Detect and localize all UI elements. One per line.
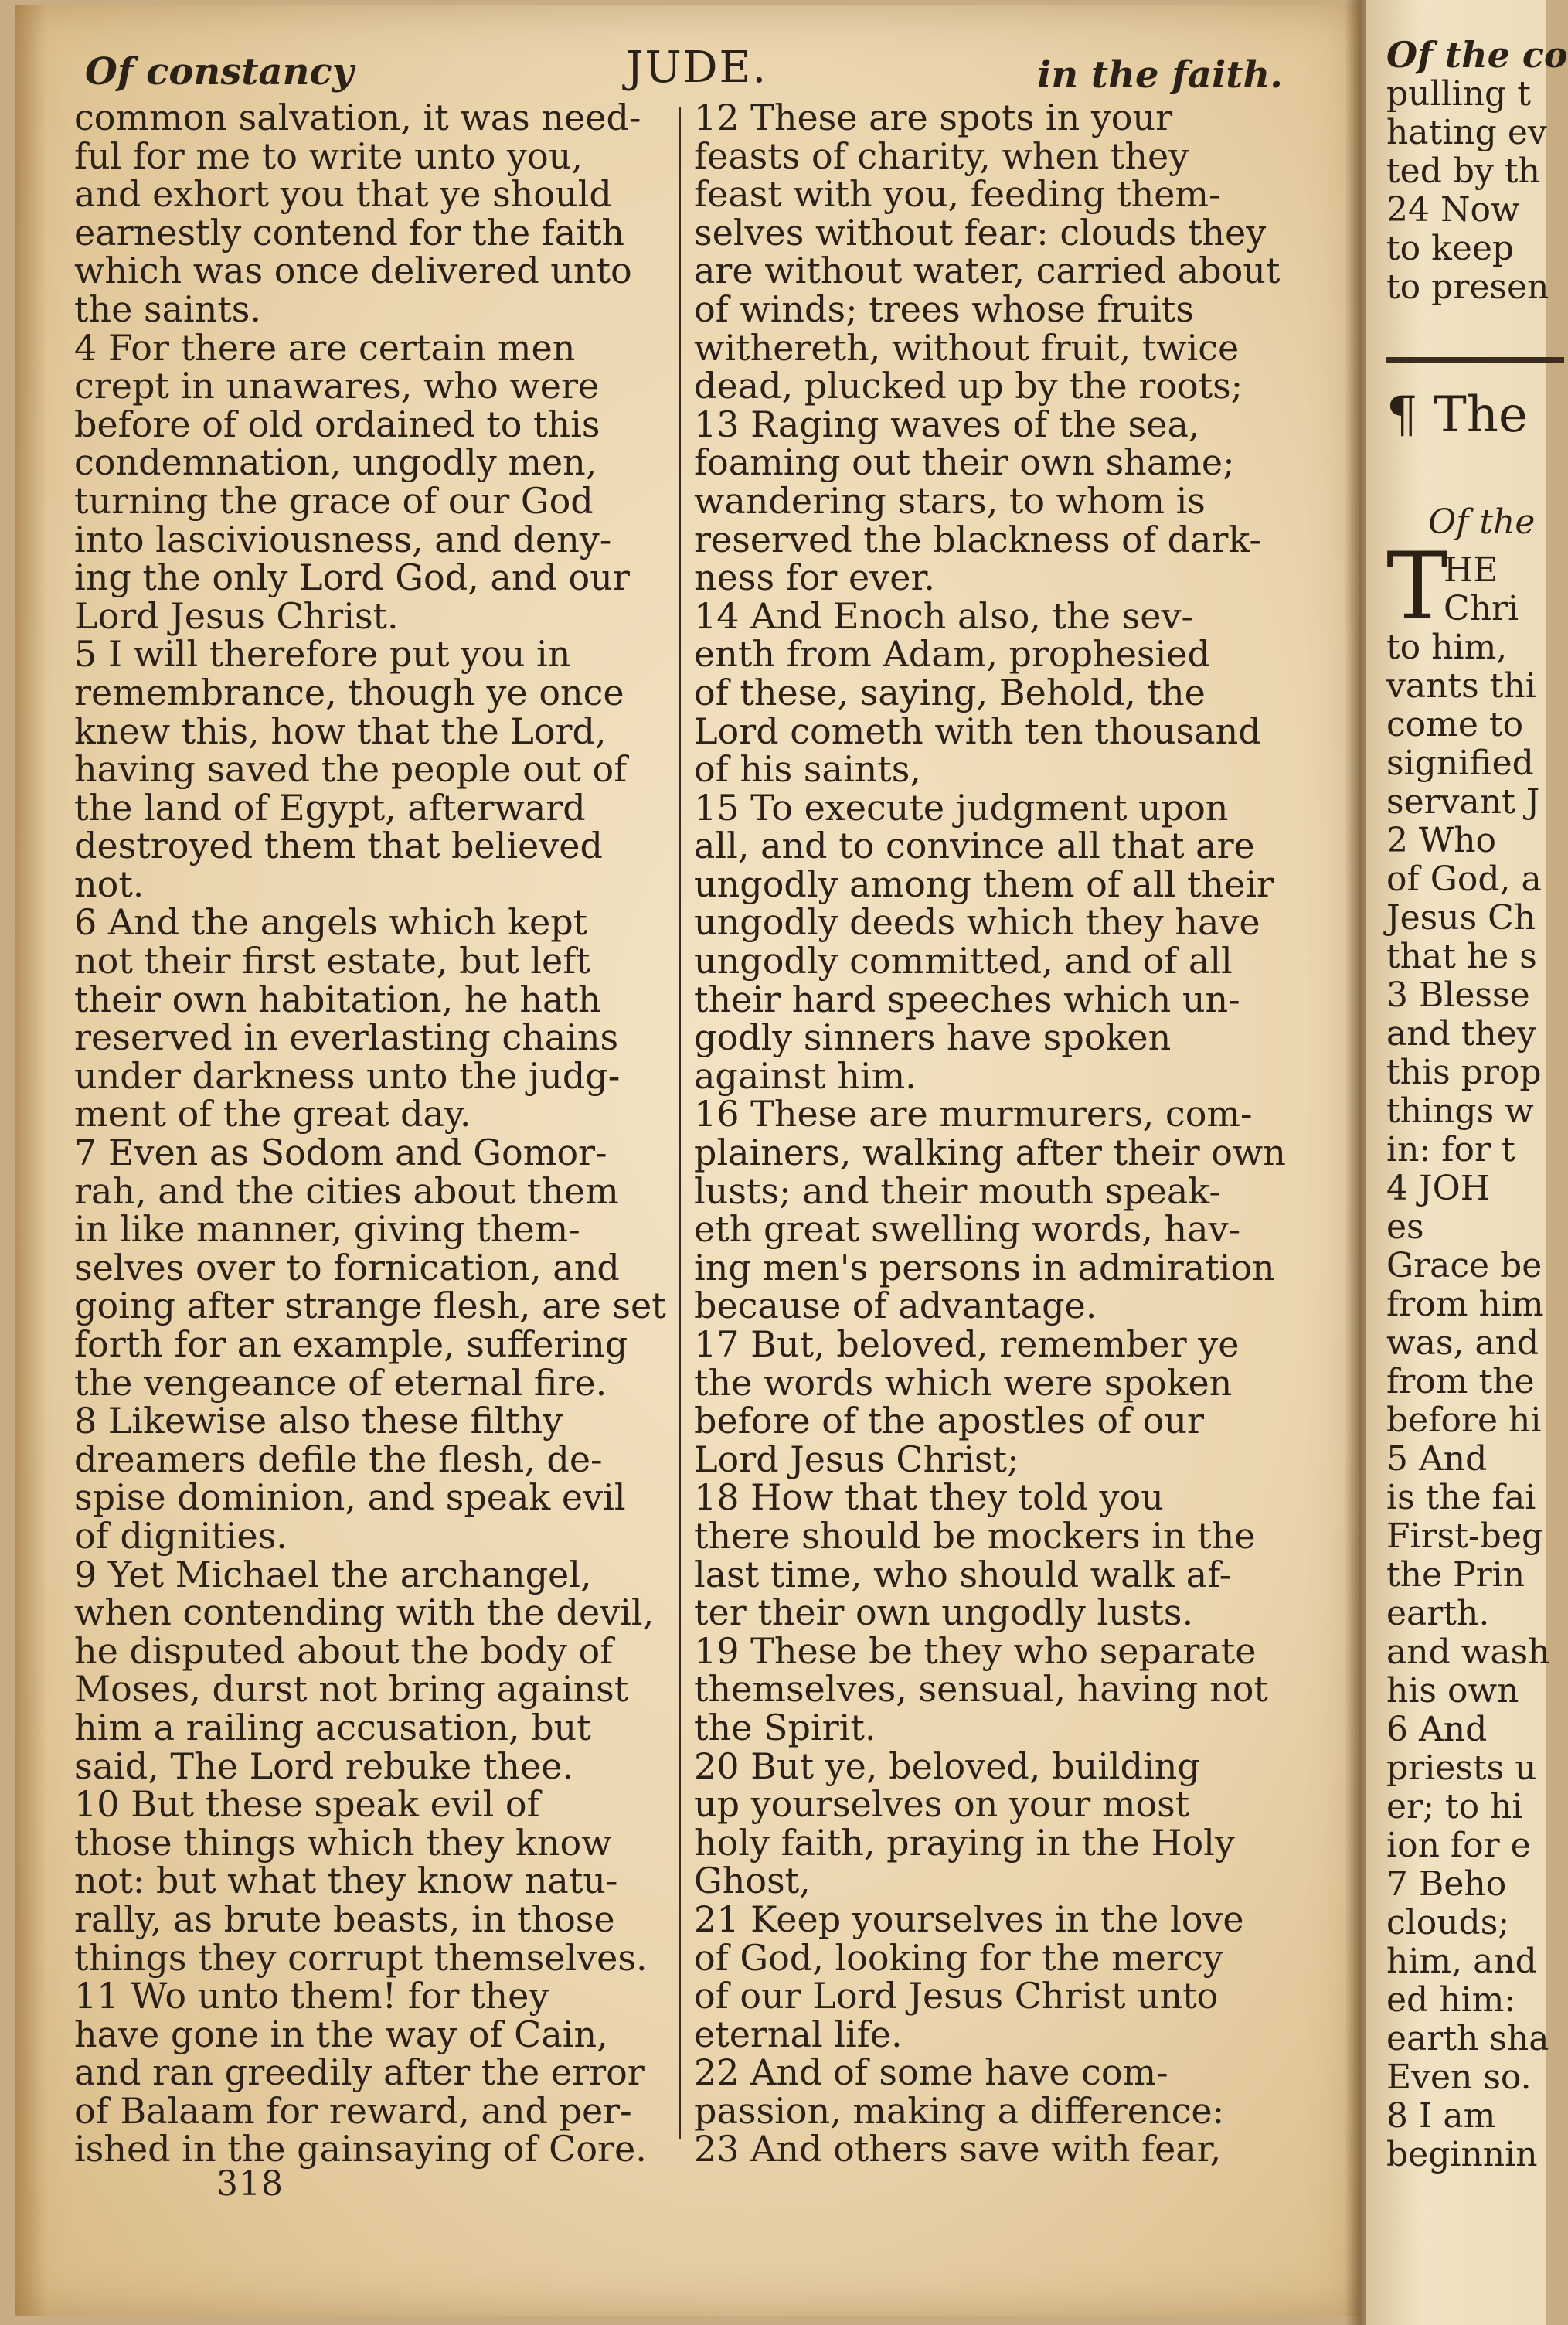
text-line: 11 Wo unto them! for they [74, 1975, 549, 2017]
text-line: 20 But ye, beloved, building [694, 1745, 1200, 1787]
header-left: Of constancy [85, 50, 354, 94]
next-page-body-line: ion for e [1386, 1826, 1531, 1865]
text-line: eth great swelling words, hav- [694, 1208, 1241, 1251]
text-line: 5 I will therefore put you in [74, 633, 571, 676]
text-line: 10 But these speak evil of [74, 1783, 540, 1826]
text-line: against him. [694, 1054, 917, 1097]
text-line: 18 How that they told you [694, 1476, 1164, 1519]
next-page-body-line: 3 Blesse [1386, 975, 1530, 1015]
text-line: dreamers defile the flesh, de- [74, 1438, 603, 1480]
text-line: of these, saying, Behold, the [694, 671, 1206, 713]
next-page-body-line: was, and [1386, 1323, 1539, 1363]
text-line: 6 And the angels which kept [74, 901, 588, 944]
text-line: 17 But, beloved, remember ye [694, 1323, 1240, 1365]
text-line: Moses, durst not bring against [74, 1668, 629, 1711]
right-column [694, 97, 1286, 2170]
text-line: when contending with the devil, [74, 1591, 655, 1634]
text-line: knew this, how that the Lord, [74, 710, 607, 752]
text-line: the vengeance of eternal fire. [74, 1361, 607, 1404]
text-line: the Spirit. [694, 1706, 876, 1748]
text-line: there should be mockers in the [694, 1514, 1256, 1557]
column-rule [679, 107, 681, 2139]
text-line: 8 Likewise also these filthy [74, 1400, 563, 1442]
text-line: plainers, walking after their own [694, 1132, 1286, 1174]
text-line: he disputed about the body of [74, 1629, 614, 1672]
text-line: ing men's persons in admiration [694, 1246, 1275, 1288]
text-line: reserved in everlasting chains [74, 1016, 619, 1059]
next-page-rule [1386, 357, 1564, 363]
text-line: godly sinners have spoken [694, 1016, 1172, 1059]
text-line: their own habitation, he hath [74, 978, 601, 1020]
text-line: Lord Jesus Christ. [74, 594, 399, 637]
text-line: ungodly deeds which they have [694, 901, 1260, 944]
text-line: common salvation, it was need- [74, 97, 641, 138]
next-page-line: 24 Now [1386, 190, 1520, 230]
text-line: selves over to fornication, and [74, 1246, 620, 1288]
next-page-body-line: ed him: [1386, 1980, 1516, 2020]
text-line: Lord cometh with ten thousand [694, 710, 1261, 752]
next-page-body-line: 7 Beho [1386, 1864, 1507, 1904]
next-page-line: to presen [1386, 267, 1549, 307]
next-page-body-line: and they [1386, 1014, 1536, 1054]
text-line: the saints. [74, 288, 262, 330]
text-line: because of advantage. [694, 1285, 1097, 1327]
text-line: 23 And others save with fear, [694, 2128, 1222, 2170]
text-line: withereth, without fruit, twice [694, 326, 1240, 369]
text-line: Lord Jesus Christ; [694, 1438, 1019, 1480]
text-line: 19 These be they who separate [694, 1629, 1257, 1672]
next-page-body-line: First-beg [1386, 1517, 1544, 1556]
text-line: of dignities. [74, 1514, 287, 1557]
next-page-header: Of the co [1386, 34, 1568, 76]
text-line: earnestly contend for the faith [74, 211, 624, 254]
text-line: 12 These are spots in your [694, 97, 1173, 138]
text-line: in like manner, giving them- [74, 1208, 580, 1251]
next-page-body-line: 2 Who [1386, 821, 1497, 860]
next-page-body-line: him, and [1386, 1942, 1537, 1981]
next-page-body-line: earth sha [1386, 2019, 1549, 2058]
text-line: 22 And of some have com- [694, 2051, 1168, 2094]
next-page-body-line: from him [1386, 1285, 1544, 1324]
next-page-body-line: 6 And [1386, 1710, 1488, 1749]
text-line: under darkness unto the judg- [74, 1054, 621, 1097]
text-line: turning the grace of our God [74, 479, 594, 522]
next-page-body-line: his own [1386, 1671, 1519, 1711]
text-line: up yourselves on your most [694, 1783, 1190, 1826]
text-line: those things which they know [74, 1821, 612, 1864]
next-page-edge [1366, 0, 1568, 2325]
text-line: selves without fear: clouds they [694, 211, 1267, 254]
text-line: holy faith, praying in the Holy [694, 1821, 1235, 1864]
text-line: foaming out their own shame; [694, 441, 1235, 484]
next-page-body-line: this prop [1386, 1053, 1542, 1092]
text-line: Ghost, [694, 1860, 811, 1902]
next-page-body-line: come to [1386, 705, 1524, 744]
text-line: 15 To execute judgment upon [694, 786, 1229, 829]
text-line: ing the only Lord God, and our [74, 557, 630, 599]
next-page-body-line: and wash [1386, 1632, 1550, 1672]
text-line: of his saints, [694, 748, 921, 791]
next-page-body-line: priests u [1386, 1748, 1537, 1788]
page-number: 318 [216, 2164, 284, 2204]
next-page-body-line: signified [1386, 744, 1534, 783]
header-book-title: JUDE. [626, 43, 768, 93]
next-page-line: pulling t [1386, 74, 1531, 114]
text-line: things they corrupt themselves. [74, 1936, 648, 1979]
text-line: before of old ordained to this [74, 403, 600, 445]
header-right: in the faith. [1037, 53, 1283, 97]
text-line: having saved the people out of [74, 748, 628, 791]
text-line: eternal life. [694, 2013, 903, 2055]
next-page-body-line: vants thi [1386, 666, 1536, 706]
text-line: of winds; trees whose fruits [694, 288, 1194, 330]
text-line: not. [74, 863, 145, 905]
next-page-body-line: is the fai [1386, 1478, 1536, 1517]
next-page-body-line: from the [1386, 1362, 1535, 1401]
text-line: before of the apostles of our [694, 1400, 1204, 1442]
left-column [74, 99, 671, 2169]
text-line: crept in unawares, who were [74, 365, 600, 407]
text-line: their hard speeches which un- [694, 978, 1240, 1020]
text-line: are without water, carried about [694, 250, 1281, 292]
text-line: 13 Raging waves of the sea, [694, 403, 1200, 445]
next-page-body-line: earth. [1386, 1594, 1490, 1633]
text-line: ished in the gainsaying of Core. [74, 2128, 647, 2170]
next-page-body-line: before hi [1386, 1401, 1542, 1440]
text-line: ness for ever. [694, 557, 936, 599]
text-line: remembrance, though ye once [74, 671, 624, 713]
text-line: of our Lord Jesus Christ unto [694, 1975, 1219, 2017]
text-line: 16 These are murmurers, com- [694, 1093, 1253, 1135]
next-page-body-line: things w [1386, 1091, 1534, 1131]
next-page-body-line: Chri [1444, 589, 1519, 628]
text-line: last time, who should walk af- [694, 1553, 1232, 1595]
running-header [85, 43, 1283, 104]
text-line: spise dominion, and speak evil [74, 1476, 626, 1519]
next-page-body-line: to him, [1386, 628, 1508, 667]
text-line: 14 And Enoch also, the sev- [694, 594, 1193, 637]
text-line: 4 For there are certain men [74, 326, 576, 369]
text-line: into lasciviousness, and deny- [74, 518, 612, 560]
next-page-line: hating ev [1386, 113, 1547, 152]
next-page-subtitle: Of the [1428, 502, 1536, 542]
text-line: destroyed them that believed [74, 825, 603, 867]
text-line: and ran greedily after the error [74, 2051, 645, 2094]
next-page-body-line: er; to hi [1386, 1787, 1523, 1826]
next-page-body-line: HE [1444, 550, 1498, 590]
text-line: which was once delivered unto [74, 250, 632, 292]
next-page-body-line: clouds; [1386, 1903, 1510, 1942]
text-line: of Balaam for reward, and per- [74, 2089, 632, 2132]
text-line: him a railing accusation, but [74, 1706, 591, 1748]
text-line: of God, looking for the mercy [694, 1936, 1223, 1979]
text-line: all, and to convince all that are [694, 825, 1255, 867]
text-line: wandering stars, to whom is [694, 479, 1206, 522]
next-page-body-line: 8 I am [1386, 2096, 1496, 2136]
text-line: rah, and the cities about them [74, 1169, 619, 1212]
text-line: themselves, sensual, having not [694, 1668, 1268, 1711]
text-line: 7 Even as Sodom and Gomor- [74, 1132, 607, 1174]
text-line: ment of the great day. [74, 1093, 471, 1135]
text-line: reserved the blackness of dark- [694, 518, 1261, 560]
next-page-body-line: 4 JOH [1386, 1169, 1491, 1208]
text-line: feasts of charity, when they [694, 134, 1189, 177]
text-line: ungodly committed, and of all [694, 940, 1233, 982]
next-page-body-line: servant J [1386, 782, 1540, 822]
text-line: the land of Egypt, afterward [74, 786, 586, 829]
next-page-line: ted by th [1386, 151, 1540, 191]
next-page-body-line: the Prin [1386, 1555, 1525, 1595]
text-line: not: but what they know natu- [74, 1860, 618, 1902]
text-line: dead, plucked up by the roots; [694, 365, 1243, 407]
text-line: enth from Adam, prophesied [694, 633, 1210, 676]
text-line: the words which were spoken [694, 1361, 1233, 1404]
next-page-body-line: beginnin [1386, 2135, 1538, 2174]
next-page-body-line: of God, a [1386, 860, 1542, 899]
next-page-body-line: es [1386, 1207, 1424, 1247]
text-line: said, The Lord rebuke thee. [74, 1745, 574, 1787]
next-page-title: ¶ The [1386, 386, 1528, 444]
text-line: condemnation, ungodly men, [74, 441, 597, 484]
next-page-body-line: Grace be [1386, 1246, 1542, 1285]
text-line: ter their own ungodly lusts. [694, 1591, 1194, 1634]
text-line: rally, as brute beasts, in those [74, 1898, 615, 1940]
text-line: have gone in the way of Cain, [74, 2013, 608, 2055]
next-page-dropcap: T [1386, 533, 1449, 641]
next-page-line: to keep [1386, 229, 1515, 268]
text-line: feast with you, feeding them- [694, 173, 1221, 216]
text-line: not their first estate, but left [74, 940, 590, 982]
next-page-body-line: 5 And [1386, 1439, 1488, 1479]
text-line: lusts; and their mouth speak- [694, 1169, 1221, 1212]
next-page-body-line: Jesus Ch [1386, 898, 1536, 938]
next-page-body-line: Even so. [1386, 2058, 1532, 2097]
text-line: and exhort you that ye should [74, 173, 612, 216]
next-page-body-line: in: for t [1386, 1130, 1515, 1169]
text-line: ungodly among them of all their [694, 863, 1274, 905]
text-line: 21 Keep yourselves in the love [694, 1898, 1244, 1940]
text-line: forth for an example, suffering [74, 1323, 628, 1365]
text-line: passion, making a difference: [694, 2089, 1225, 2132]
text-line: ful for me to write unto you, [74, 134, 583, 177]
next-page-body-line: that he s [1386, 937, 1537, 976]
text-line: 9 Yet Michael the archangel, [74, 1553, 592, 1595]
text-line: going after strange flesh, are set [74, 1285, 666, 1327]
